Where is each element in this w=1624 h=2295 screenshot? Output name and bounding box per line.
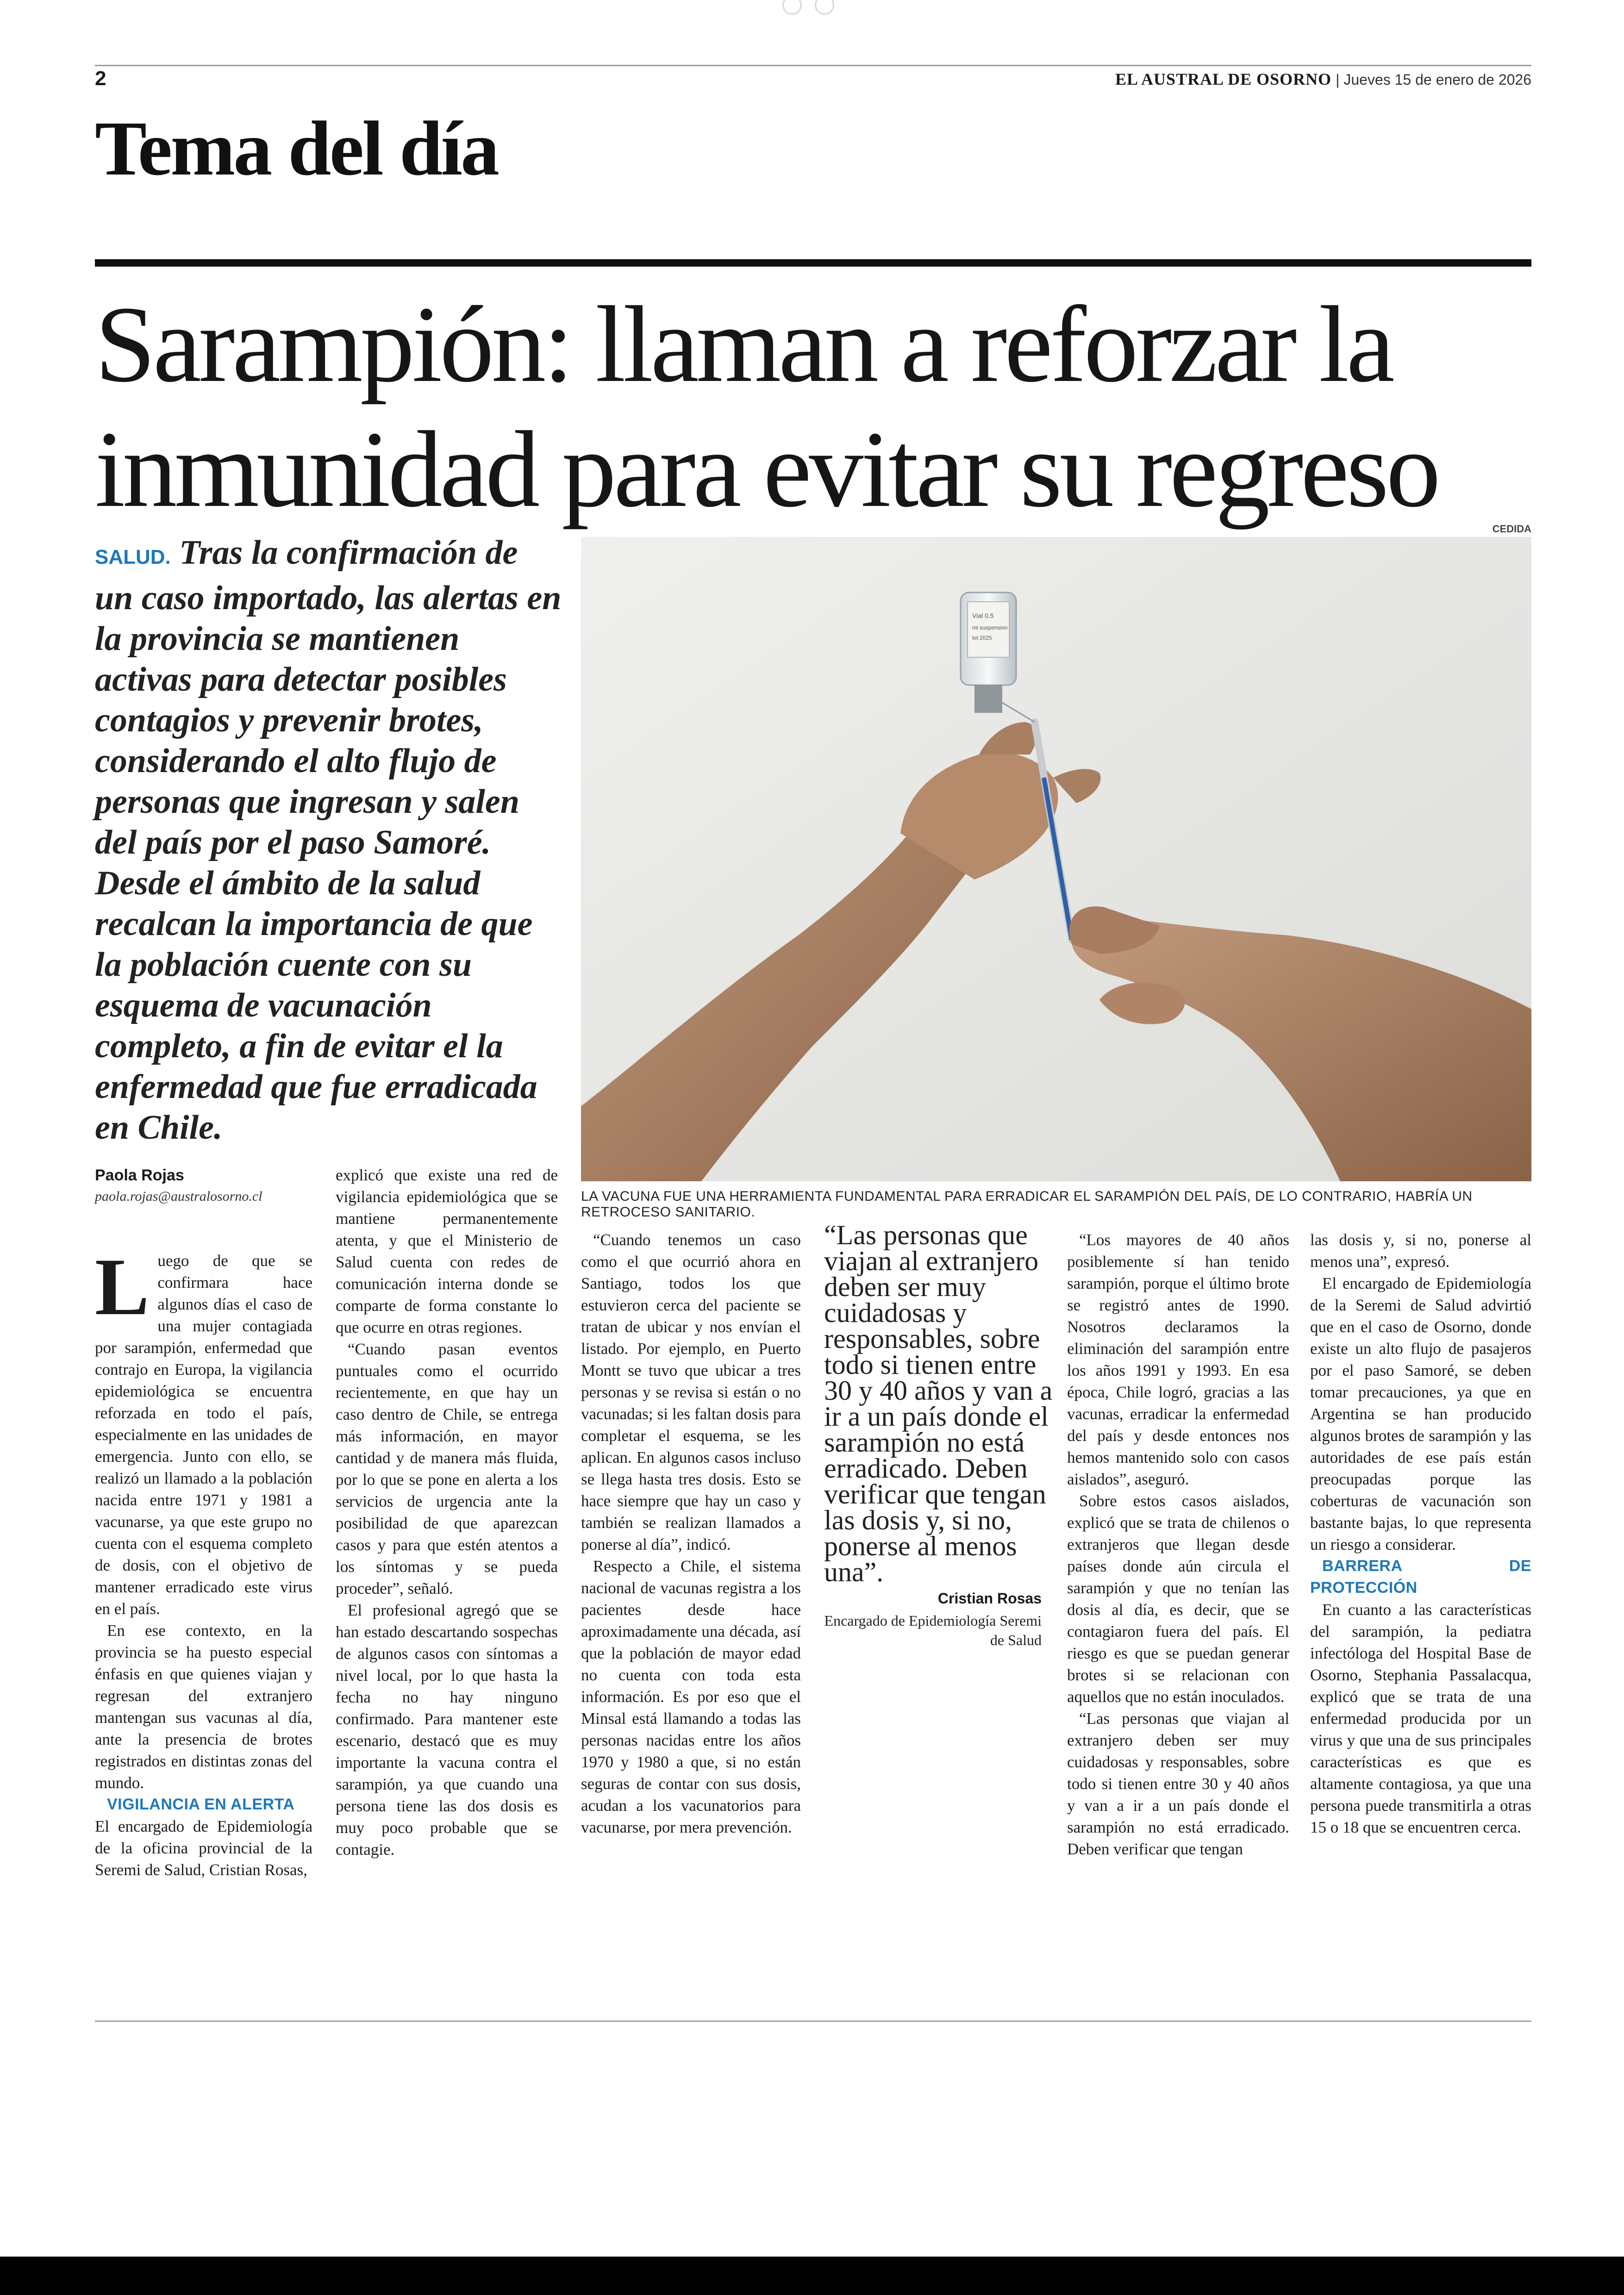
- paragraph: En cuanto a las características del sarampión, la pediatra infectóloga del Hospital Base de Osorno, Stephania Passalacqua, explicó que se trata de una enfermedad producida por un virus y que una de sus principales características es que es altamente contagiosa, ya que una persona puede transmitirla a otras 15 o 18 que se encuentren cerca.: [1310, 1601, 1531, 1836]
- vaccine-photo: [581, 537, 1531, 1181]
- article-column-1: [95, 1242, 312, 1881]
- author-name: Paola Rojas: [95, 1166, 184, 1184]
- paragraph: El encargado de Epidemiología de la oficina provincial de la Seremi de Salud, Cristian Rosas,: [95, 1817, 312, 1879]
- subhead-vigilancia: VIGILANCIA EN ALERTA: [107, 1796, 295, 1813]
- subhead-barrera: BARRERA DE PROTECCIÓN: [1310, 1557, 1531, 1597]
- paragraph: “Cuando tenemos un caso como el que ocurrió ahora en Santiago, todos los que estuvieron cerca del paciente se tratan de ubicar y nos envían el listado. Por ejemplo, en Puerto Montt se tuvo que ubicar a tres personas y se revisa si están o no vacunadas; si les faltan dosis para completar el esquema, se les aplican. En algunos casos incluso se llega hasta tres dosis. Esto se hace siempre que hay un caso y también se realizan llamados a ponerse al día”, indicó.: [581, 1231, 801, 1553]
- pull-quote-name: Cristian Rosas: [937, 1590, 1042, 1607]
- section-title: Tema del día: [95, 106, 498, 192]
- paragraph: Respecto a Chile, el sistema nacional de vacunas registra a los pacientes desde hace aproximadamente una década, así que la población de mayor edad no cuenta con toda esta información. Es por eso que el Minsal está llamando a todas las personas nacidas entre los años 1970 y 1980 a que, si no están seguras de contar con sus dosis, acudan a los vacunatorios para vacunarse, por mera prevención.: [581, 1557, 801, 1836]
- vaccine-illustration: [581, 537, 1531, 1181]
- paragraph: Sobre estos casos aislados, explicó que se trata de chilenos o extranjeros que llegan desde países donde aún circula el sarampión y que no tenían las dosis al día, es decir, que se contagiaron fuera del país. El riesgo es que se puedan generar brotes si se relacionan con aquellos que no están inoculados.: [1067, 1492, 1289, 1706]
- paragraph: El profesional agregó que se han estado descartando sospechas de algunos casos con síntomas a nivel local, por lo que hasta la fecha no hay ninguno confirmado. Para mantener este escenario, destacó que es muy importante la vacuna contra el sarampión, ya que cuando una persona tiene las dos dosis es muy poco probable que se contagie.: [336, 1601, 558, 1858]
- photo-credit: CEDIDA: [1492, 523, 1531, 535]
- page-number: 2: [95, 67, 106, 90]
- vial-label-line: Vial 0.5: [972, 612, 994, 619]
- lede-kicker: SALUD.: [95, 546, 171, 568]
- page-nav-dots[interactable]: [782, 0, 847, 14]
- photo-caption: LA VACUNA FUE UNA HERRAMIENTA FUNDAMENTAL PARA ERRADICAR EL SARAMPIÓN DEL PAÍS, DE LO CONTRARIO, HABRÍA UN RETROCESO SANITARIO.: [581, 1189, 1473, 1220]
- lede: [95, 532, 562, 1148]
- article-column-3: [581, 1229, 801, 1838]
- paragraph: explicó que existe una red de vigilancia epidemiológica que se mantiene permanentemente atenta, y que el Ministerio de Salud cuenta con redes de comunicación interna donde se comparte de forma constante lo que ocurre en otras regiones.: [336, 1166, 558, 1336]
- paragraph: En ese contexto, en la provincia se ha puesto especial énfasis en que quienes viajan y regresan del extranjero mantengan sus vacunas al día, ante la presencia de brotes registrados en distintas zonas del mundo.: [95, 1621, 312, 1792]
- article-column-5: [1067, 1229, 1289, 1860]
- article-column-2: [336, 1164, 558, 1860]
- issue-date: | Jueves 15 de enero de 2026: [1336, 71, 1531, 88]
- paragraph: “Las personas que viajan al extranjero deben ser muy cuidadosas y responsables, sobre todo si tienen entre 30 y 40 años y van a ir a un país donde el sarampión no está erradicado. Deben verificar que tengan: [1067, 1709, 1289, 1858]
- nav-dot-prev[interactable]: [782, 0, 802, 15]
- viewer-bottom-bar: [0, 2257, 1624, 2295]
- section-rule: [95, 259, 1531, 267]
- bottom-rule: [95, 2021, 1531, 2022]
- paragraph: Luego de que se confirmara hace algunos días el caso de una mujer contagiada por sarampión, enfermedad que contrajo en Europa, la vigilancia epidemiológica se encuentra reforzada en todo el país, especialmente en las unidades de emergencia. Junto con ello, se realizó un llamado a la población nacida entre 1971 y 1981 a vacunarse, ya que este grupo no cuenta con el esquema completo de dosis, con el objetivo de mantener erradicado este virus en el país.: [95, 1242, 312, 1618]
- dropcap: L: [95, 1242, 150, 1332]
- paragraph: El encargado de Epidemiología de la Seremi de Salud advirtió que en el caso de Osorno, donde existe un alto flujo de pasajeros por el paso Samoré, se deben tomar precauciones, ya que en Argentina se han producido algunos brotes de sarampión y las autoridades de ese país están preocupadas porque las coberturas de vacunación son bastante bajas, lo que representa un riesgo a considerar.: [1310, 1274, 1531, 1553]
- headline: Sarampión: llaman a reforzar la inmunidad para evitar su regreso: [95, 284, 1438, 530]
- publication-name: EL AUSTRAL DE OSORNO: [1115, 70, 1332, 88]
- vial-label-line: ml suspension: [972, 624, 1008, 631]
- pull-quote-role: Encargado de Epidemiología Seremi de Salud: [824, 1612, 1042, 1648]
- vial-label-line: lot 2025: [972, 635, 992, 641]
- paragraph: las dosis y, si no, ponerse al menos una”, expresó.: [1310, 1231, 1531, 1271]
- pull-quote: “Las personas que viajan al extranjero deben ser muy cuidadosas y responsables, sobre todo si tienen entre 30 y 40 años y van a ir a un país donde el sarampión no está erradicado. Deben verificar que tengan las dosis y, si no, ponerse al menos una”.: [824, 1220, 1053, 1587]
- masthead: [1115, 69, 1531, 89]
- lede-text: Tras la confirmación de un caso importado, las alertas en la provincia se mantienen activas para detectar posibles contagios y prevenir brotes, considerando el alto flujo de personas que ingresan y salen del país por el paso Samoré. Desde el ámbito de la salud recalcan la importancia de que la población cuente con su esquema de vacunación completo, a fin de evitar el la enfermedad que fue erradicada en Chile.: [95, 534, 562, 1147]
- top-rule: [95, 65, 1531, 66]
- paragraph: “Cuando pasan eventos puntuales como el ocurrido recientemente, en que hay un caso dentro de Chile, se entrega más información, en mayor cantidad y de manera más fluida, por lo que se pone en alerta a los servicios de urgencia ante la posibilidad de que aparezcan casos y para que estén atentos a los síntomas y se pueda proceder”, señaló.: [336, 1340, 558, 1597]
- paragraph: “Los mayores de 40 años posiblemente sí han tenido sarampión, porque el último brote se registró antes de 1990. Nosotros declaramos la eliminación del sarampión entre los años 1991 y 1993. En esa época, Chile logró, gracias a las vacunas, erradicar la enfermedad del país y desde entonces nos hemos mantenido solo con casos aislados”, aseguró.: [1067, 1231, 1289, 1488]
- author-email[interactable]: paola.rojas@australosorno.cl: [95, 1189, 262, 1204]
- nav-dot-next[interactable]: [815, 0, 834, 15]
- article-column-6: [1310, 1229, 1531, 1838]
- vial-cap: [974, 685, 1002, 713]
